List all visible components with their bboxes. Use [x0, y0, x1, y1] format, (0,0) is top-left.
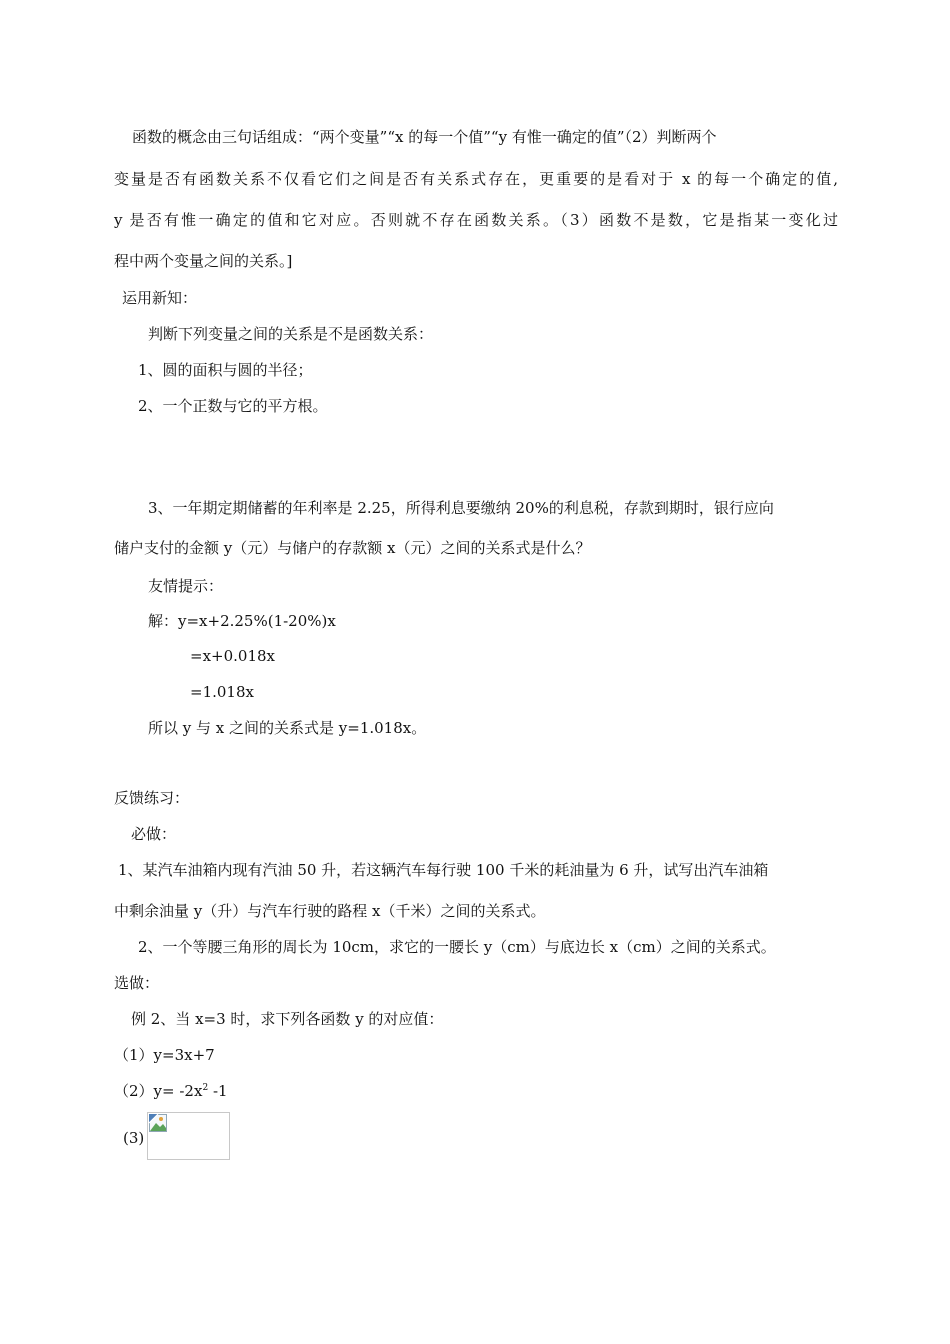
- concept-line-1: 函数的概念由三句话组成：“两个变量”“x 的每一个值”“y 有惟一确定的值”（2）判断两个: [132, 128, 717, 146]
- q3-conclusion: 所以 y 与 x 之间的关系式是 y=1.018x。: [148, 719, 427, 737]
- apply-item-2: 2、一个正数与它的平方根。: [138, 397, 328, 415]
- q3-solution-2: =x+0.018x: [190, 647, 275, 665]
- problem-1-line-1: 1、某汽车油箱内现有汽油 50 升，若这辆汽车每行驶 100 千米的耗油量为 6 升，试写出汽车油箱: [118, 861, 769, 879]
- q3-solution-1: 解：y=x+2.25%(1-20%)x: [148, 612, 336, 630]
- problem-1-line-2: 中剩余油量 y（升）与汽车行驶的路程 x（千米）之间的关系式。: [114, 902, 546, 920]
- function-2: [114, 1081, 228, 1101]
- apply-heading: 运用新知：: [122, 289, 198, 307]
- function-2-tail: -1: [208, 1082, 228, 1100]
- concept-line-4: 程中两个变量之间的关系。]: [114, 252, 293, 270]
- function-3-image: [147, 1112, 230, 1160]
- problem-2: 2、一个等腰三角形的周长为 10cm，求它的一腰长 y（cm）与底边长 x（cm）之间的关系式。: [138, 938, 776, 956]
- example-2: 例 2、当 x=3 时，求下列各函数 y 的对应值：: [131, 1010, 444, 1028]
- q3-line-1: 3、一年期定期储蓄的年利率是 2.25，所得利息要缴纳 20%的利息税，存款到期时，银行应向: [148, 499, 774, 517]
- q3-hint: 友情提示：: [148, 577, 224, 595]
- q3-line-2: 储户支付的金额 y（元）与储户的存款额 x（元）之间的关系式是什么？: [114, 539, 591, 557]
- function-3-label: (3): [123, 1129, 145, 1147]
- function-2-base: （2）y= -2x: [114, 1082, 203, 1100]
- required-heading: 必做：: [131, 825, 177, 843]
- apply-item-1: 1、圆的面积与圆的半径；: [138, 361, 313, 379]
- function-2-exponent: 2: [202, 1083, 209, 1093]
- apply-intro: 判断下列变量之间的关系是不是函数关系：: [148, 325, 434, 343]
- concept-line-2: 变量是否有函数关系不仅看它们之间是否有关系式存在，更重要的是看对于 x 的每一个确定的值,: [114, 170, 838, 188]
- feedback-heading: 反馈练习：: [114, 789, 190, 807]
- function-1: （1）y=3x+7: [114, 1046, 215, 1064]
- q3-solution-3: =1.018x: [190, 683, 254, 701]
- optional-heading: 选做：: [114, 974, 160, 992]
- broken-image-icon: [149, 1114, 169, 1134]
- concept-line-3: y 是否有惟一确定的值和它对应。否则就不存在函数关系。（3）函数不是数，它是指某一变化过: [114, 211, 838, 229]
